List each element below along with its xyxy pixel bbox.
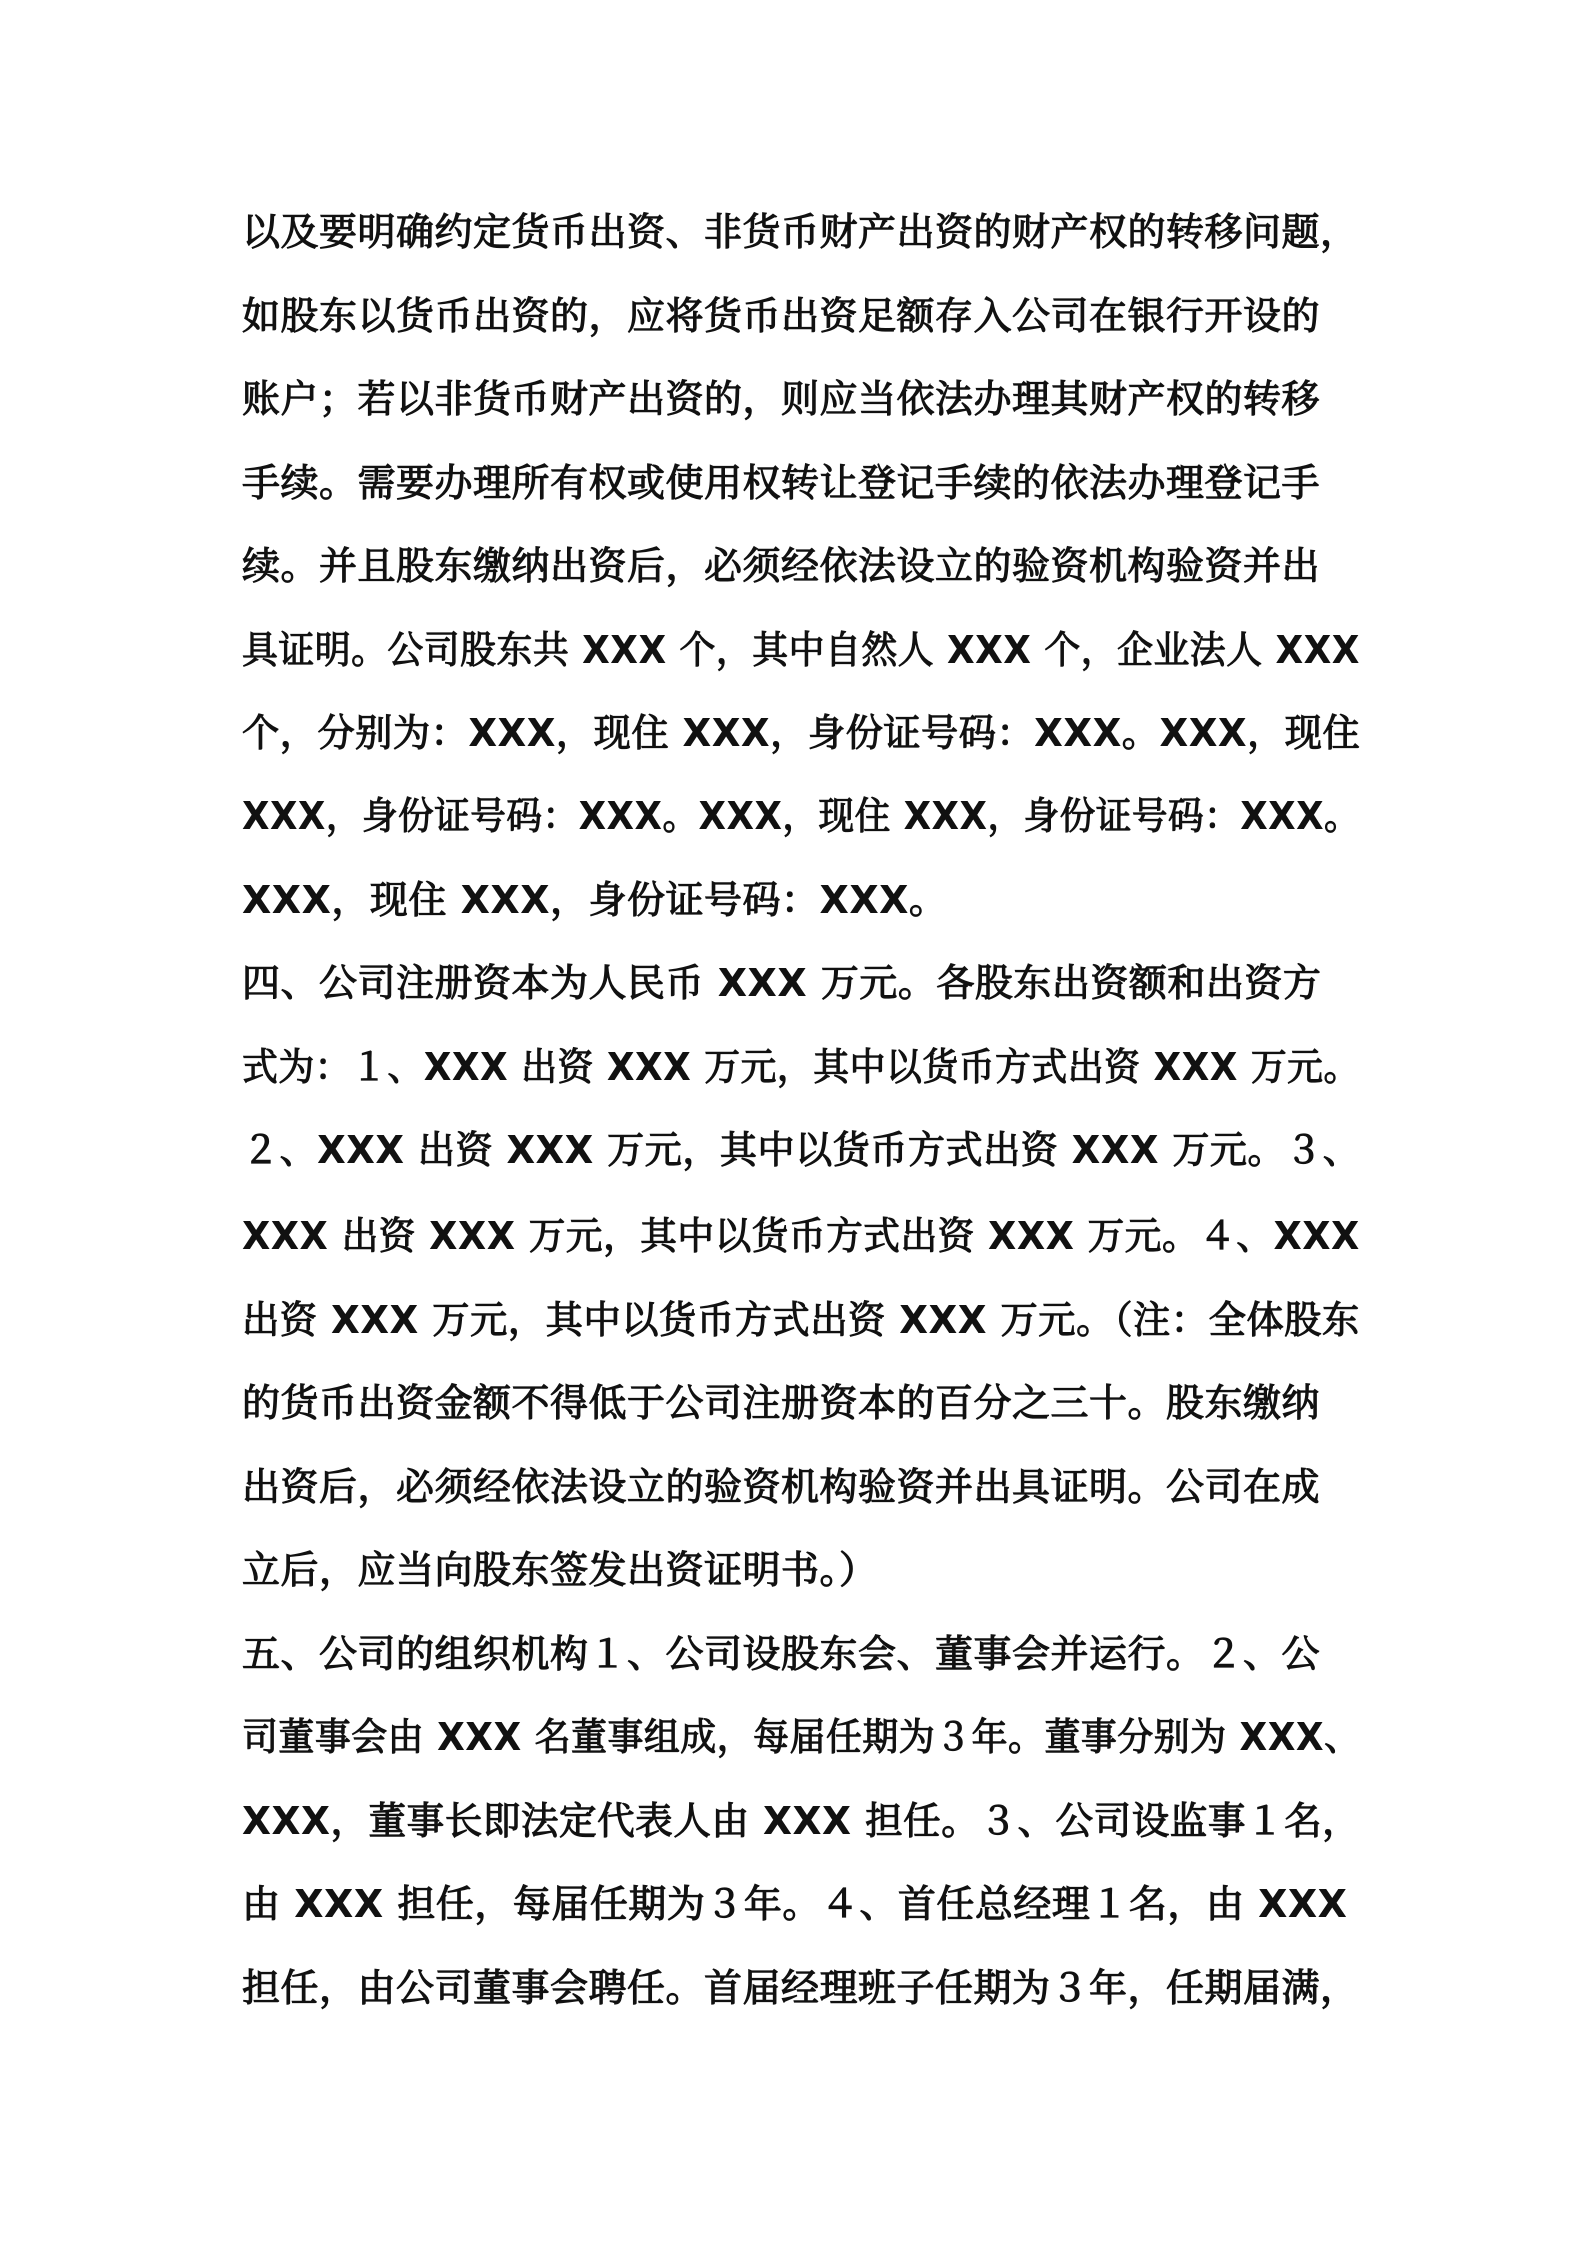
text-line: 五、公司的组织机构１、公司设股东会、董事会并运行。２、公 — [242, 1632, 1321, 1676]
text-line: 立后，应当向股东签发出资证明书。） — [242, 1548, 878, 1592]
text-line: XXX，现住 XXX，身份证号码：XXX。 — [242, 878, 948, 922]
text-line: 续。并且股东缴纳出资后，必须经依法设立的验资机构验资并出 — [242, 544, 1321, 588]
text-line: 账户；若以非货币财产出资的，则应当依法办理其财产权的转移 — [242, 377, 1321, 421]
text-line: 如股东以货币出资的，应将货币出资足额存入公司在银行开设的 — [242, 294, 1321, 338]
text-line: 具证明。公司股东共 XXX 个，其中自然人 XXX 个，企业法人 XXX — [242, 628, 1360, 672]
text-line: 手续。需要办理所有权或使用权转让登记手续的依法办理登记手 — [242, 461, 1321, 505]
text-line: 四、公司注册资本为人民币 XXX 万元。各股东出资额和出资方 — [242, 961, 1322, 1005]
text-line: 个，分别为：XXX，现住 XXX，身份证号码：XXX。XXX，现住 — [242, 711, 1361, 755]
text-line: 出资 XXX 万元，其中以货币方式出资 XXX 万元。（注：全体股东 — [242, 1298, 1360, 1342]
text-line: 司董事会由 XXX 名董事组成，每届任期为３年。董事分别为 XXX、 — [242, 1715, 1361, 1759]
text-line: 担任，由公司董事会聘任。首届经理班子任期为３年，任期届满， — [242, 1966, 1359, 2010]
text-line: 式为：１、XXX 出资 XXX 万元，其中以货币方式出资 XXX 万元。 — [242, 1045, 1360, 1089]
text-line: XXX，董事长即法定代表人由 XXX 担任。３、公司设监事１名， — [242, 1799, 1361, 1843]
text-line: XXX，身份证号码：XXX。XXX，现住 XXX，身份证号码：XXX。 — [242, 794, 1361, 838]
text-line: 的货币出资金额不得低于公司注册资本的百分之三十。股东缴纳 — [242, 1381, 1321, 1425]
text-line: 以及要明确约定货币出资、非货币财产出资的财产权的转移问题， — [242, 210, 1359, 254]
text-line: 由 XXX 担任，每届任期为３年。４、首任总经理１名，由 XXX — [242, 1882, 1348, 1926]
text-line: 出资后，必须经依法设立的验资机构验资并出具证明。公司在成 — [242, 1465, 1321, 1509]
text-line: XXX 出资 XXX 万元，其中以货币方式出资 XXX 万元。４、XXX — [242, 1214, 1360, 1258]
text-line: ２、XXX 出资 XXX 万元，其中以货币方式出资 XXX 万元。３、 — [242, 1128, 1361, 1172]
